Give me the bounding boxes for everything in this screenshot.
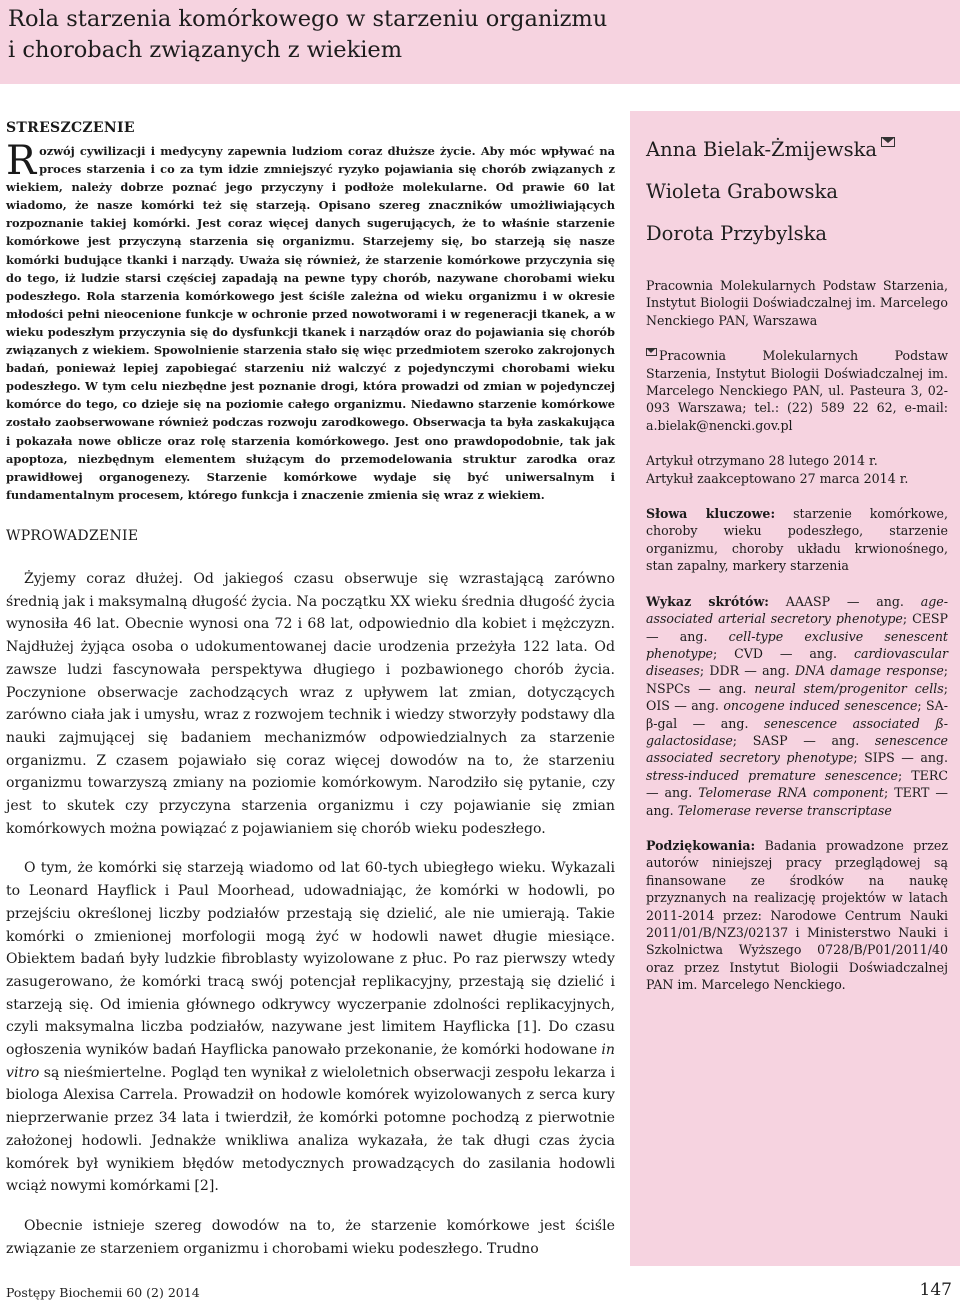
page-number: 147 bbox=[919, 1280, 952, 1300]
abbreviation-expansion: senescence associated ß-galactosidase bbox=[646, 715, 948, 748]
article-dates bbox=[646, 452, 948, 487]
sidebar bbox=[630, 111, 960, 1266]
abbreviation-term: SASP — ang. bbox=[752, 732, 875, 748]
abbreviation-expansion: Telomerase reverse transcriptase bbox=[677, 802, 892, 818]
acknowledgements bbox=[646, 837, 948, 994]
paragraph-2 bbox=[6, 857, 615, 1198]
abstract-text: ozwój cywilizacji i medycyny zapewnia ludziom coraz dłuższe życie. Aby móc wpływać na proces starzenia i co za tym idzie zmniejszyć ryzyko pojawiania się chorób związanych z wiekiem, należy dobrze poznać jego przyczyny i podłoże molekularne. Od prawie 60 lat wiadomo, że nasze komórki też się starzeją. Opisano szereg znaczników umożliwiających rozpoznanie takiej komórki. Jest coraz więcej danych sugerujących, że to właśnie starzenie komórkowe jest przyczyną starzenia się organizmu. Starzejemy się, bo starzeją się nasze komórki budujące tkanki i narządy. Uważa się również, że starzenie komórkowe przyczynia się do tego, iż ludzie starsi częściej zapadają na pewne typy chorób, nazywane chorobami wieku podeszłego. Rola starzenia komórkowego jest ściśle zależna od wieku organizmu i w okresie młodości pełni nieocenione funkcje w ochronie przed nowotworami i w regeneracji tkanek, a w wieku podeszłym przyczynia się do dysfunkcji tkanek i narządów oraz do pojawiania się chorób związanych z wiekiem. Spowolnienie starzenia stało się więc przedmiotem szeroko zakrojonych badań, ponieważ lepiej zapobiegać starzeniu niż walczyć z pojedynczymi chorobami wieku podeszłego. W tym celu niezbędne jest poznanie drogi, która prowadzi od zmian w pojedynczej komórce do tego, co dzieje się na poziomie całego organizmu. Niedawno starzenie komórkowe zostało zaobserwowane również podczas rozwoju zarodkowego. Obserwacja ta była zaskakująca i pokazała nowe oblicze oraz rolę starzenia komórkowego. Jest ono prawdopodobnie, tak jak apoptoza, niezbędnym elementem służącym do przemodelowania struktur zarodka oraz prawidłowej organogenezy. Starzenie komórkowe wydaje się być uniwersalnym i fundamentalnym procesem, którego funkcja i znaczenie zmienia się wraz z wiekiem. bbox=[6, 144, 615, 502]
abbreviation-term: CESP — ang. bbox=[646, 611, 949, 644]
received-date: Artykuł otrzymano 28 lutego 2014 r. bbox=[646, 453, 878, 469]
article-title bbox=[8, 4, 938, 66]
acknowledgements-label: Podziękowania: bbox=[646, 837, 756, 853]
keywords bbox=[646, 505, 948, 575]
keywords-label: Słowa kluczowe: bbox=[646, 506, 776, 522]
acknowledgements-text: Badania prowadzone przez autorów niniejszej pracy przeglądowej są finansowane ze środków na naukę przyznanych na realizację projektów w latach 2011-2014 przez: Narodowe Centrum Nauki 2011/01/B/NZ3/02137 i Ministerstwo Nauki i Szkolnictwa Wyższego 0728/B/P01/2011/40 oraz przez Instytut Biologii Doświadczalnej PAN im. Marcelego Nenckiego. bbox=[646, 837, 948, 993]
author-1: Anna Bielak-Żmijewska bbox=[646, 129, 948, 171]
abbreviation-expansion: senescence associated secretory phenotype bbox=[646, 732, 948, 766]
abbreviations-label: Wykaz skrótów: bbox=[646, 593, 769, 609]
author-3: Dorota Przybylska bbox=[646, 222, 828, 245]
abbreviation-term: CVD — ang. bbox=[734, 645, 854, 661]
paragraph-3: Obecnie istnieje szereg dowodów na to, że starzenie komórkowe jest ściśle związanie ze starzeniem organizmu i chorobami wieku podeszłego. Trudno bbox=[6, 1217, 615, 1257]
intro-heading: WPROWADZENIE bbox=[6, 528, 139, 544]
abbreviation-expansion: oncogene induced senescence bbox=[723, 698, 918, 714]
drop-cap: R bbox=[6, 138, 37, 184]
abbreviation-expansion: cell-type exclusive senescent phenotype bbox=[646, 628, 948, 661]
abstract-body bbox=[6, 138, 615, 504]
abbreviations-list: AAASP — ang. age-associated arterial secretory phenotype; CESP — ang. cell-type exclusive senescent phenotype; CVD — ang. cardiovascular diseases; DDR — ang. DNA damage response; NSPCs — ang. neural stem/progenitor cells; OIS — ang. oncogene induced senescence; SA-β-gal — ang. senescence associated ß-galactosidase; SASP — ang. senescence associated secretory phenotype; SIPS — ang. stress-induced premature senescence; TERC — ang. Telomerase RNA component; TERT — ang. Telomerase reverse transcriptase bbox=[646, 593, 949, 818]
envelope-small-icon bbox=[646, 348, 657, 356]
title-line-2: i chorobach związanych z wiekiem bbox=[8, 37, 403, 63]
keywords-text: starzenie komórkowe, choroby wieku podeszłego, starzenie organizmu, choroby układu krwionośnego, stan zapalny, markery starzenia bbox=[646, 506, 948, 574]
author-2: Wioleta Grabowska bbox=[646, 180, 839, 203]
abbreviation-expansion: DNA damage response bbox=[794, 663, 944, 679]
abbreviation-term: NSPCs — ang. bbox=[646, 680, 755, 696]
body-text bbox=[6, 568, 615, 1277]
abbreviations bbox=[646, 593, 948, 819]
accepted-date: Artykuł zaakceptowano 27 marca 2014 r. bbox=[646, 470, 909, 486]
correspondence: Pracownia Molekularnych Podstaw Starzenia, Instytut Biologii Doświadczalnej im. Marcelego Nenckiego PAN, ul. Pasteura 3, 02-093 Warszawa; tel.: (22) 589 22 62, e-mail: a.bielak@nencki.gov.pl bbox=[646, 348, 948, 433]
abbreviation-expansion: Telomerase RNA component bbox=[698, 785, 884, 801]
in-vitro-term: in vitro bbox=[6, 1042, 615, 1081]
abbreviation-term: SA-β-gal — ang. bbox=[646, 698, 949, 731]
paragraph-2-part-b: są nieśmiertelne. Pogląd ten wynikał z wieloletnich obserwacji zespołu lekarza i biologa Alexisa Carrela. Prowadził on hodowle komórek wyizolowanych z serca kury nieprzerwanie przez 34 lata i twierdził, że komórki potomne pochodzą z pierwotnie założonej hodowli. Jednakże wnikliwa analiza wykazała, że tak długi czas życia komórek był wynikiem błędów metodycznych prowadzących do zasilania hodowli wciąż nowymi komórkami [2]. bbox=[6, 1064, 615, 1195]
paragraph-1: Żyjemy coraz dłużej. Od jakiegoś czasu obserwuje się wzrastającą zarówno średnią jak i maksymalną długość życia. Na początku XX wieku średnia długość życia wynosiła 46 lat. Obecnie wynosi ona 72 i 68 lat, odpowiednio dla kobiet i mężczyzn. Najdłużej żyjąca osoba o udokumentowanej dacie urodzenia przeżyła 122 lata. Od zawsze ludzi fascynowała perspektywa długiego i pozbawionego chorób życia. Poczynione obserwacje zachodzących wraz z upływem lat zmian, dotyczących zarówno ciała jak i umysłu, wraz z rozwojem technik i wiedzy stworzyły podstawy dla nauki zajmującej się badaniem mechanizmów odpowiedzialnych za starzenie organizmu. Z czasem pojawiało się coraz więcej dowodów na to, że starzeniu organizmu towarzyszą zmiany na poziomie komórkowym. Narodziło się pytanie, czy jest to skutek czy przyczyna starzenia organizmu i czy pojawianie się zmian komórkowych można powiązać z pojawianiem się chorób wieku podeszłego. bbox=[6, 571, 615, 837]
abstract bbox=[6, 120, 615, 504]
abbreviation-term: SIPS — ang. bbox=[864, 750, 948, 766]
abbreviation-expansion: cardiovascular diseases bbox=[646, 645, 948, 679]
abbreviation-expansion: stress-induced premature senescence bbox=[646, 767, 898, 783]
abbreviation-term: AAASP — ang. bbox=[785, 593, 921, 609]
abbreviation-expansion: age-associated arterial secretory phenotype bbox=[646, 593, 948, 627]
journal-footer: Postępy Biochemii 60 (2) 2014 bbox=[6, 1285, 200, 1300]
paragraph-2-part-a: O tym, że komórki się starzeją wiadomo od lat 60-tych ubiegłego wieku. Wykazali to Leonard Hayflick i Paul Moorhead, udowadniając, że komórki w hodowli, po przejściu określonej liczby podziałów przestają się dzielić, ale nie umierają. Takie komórki o zmienionej morfologii mogą żyć w hodowli nawet długie miesiące. Obiektem badań były ludzkie fibroblasty wyizolowane z płuc. Po raz pierwszy wtedy zasugerowano, że komórki tracą swój potencjał replikacyjny, przestają się dzielić i starzeją się. Od imienia głównego odkrywcy wyczerpanie zdolności replikacyjnych, czyli maksymalna liczba podziałów, nazywane jest limitem Hayflicka [1]. Do czasu ogłoszenia wyników badań Hayflicka panowało przekonanie, że komórki hodowane bbox=[6, 860, 615, 1059]
affiliation: Pracownia Molekularnych Podstaw Starzenia, Instytut Biologii Doświadczalnej im. Marcelego Nenckiego PAN, Warszawa bbox=[646, 278, 948, 328]
envelope-icon bbox=[881, 137, 895, 147]
abbreviation-term: OIS — ang. bbox=[646, 698, 724, 714]
abbreviation-term: TERT — ang. bbox=[646, 785, 948, 818]
title-line-1: Rola starzenia komórkowego w starzeniu organizmu bbox=[8, 6, 608, 32]
abbreviation-expansion: neural stem/progenitor cells bbox=[754, 680, 944, 696]
abstract-heading: STRESZCZENIE bbox=[6, 120, 135, 136]
abbreviation-term: DDR — ang. bbox=[709, 663, 795, 679]
abbreviation-term: TERC — ang. bbox=[646, 767, 948, 801]
